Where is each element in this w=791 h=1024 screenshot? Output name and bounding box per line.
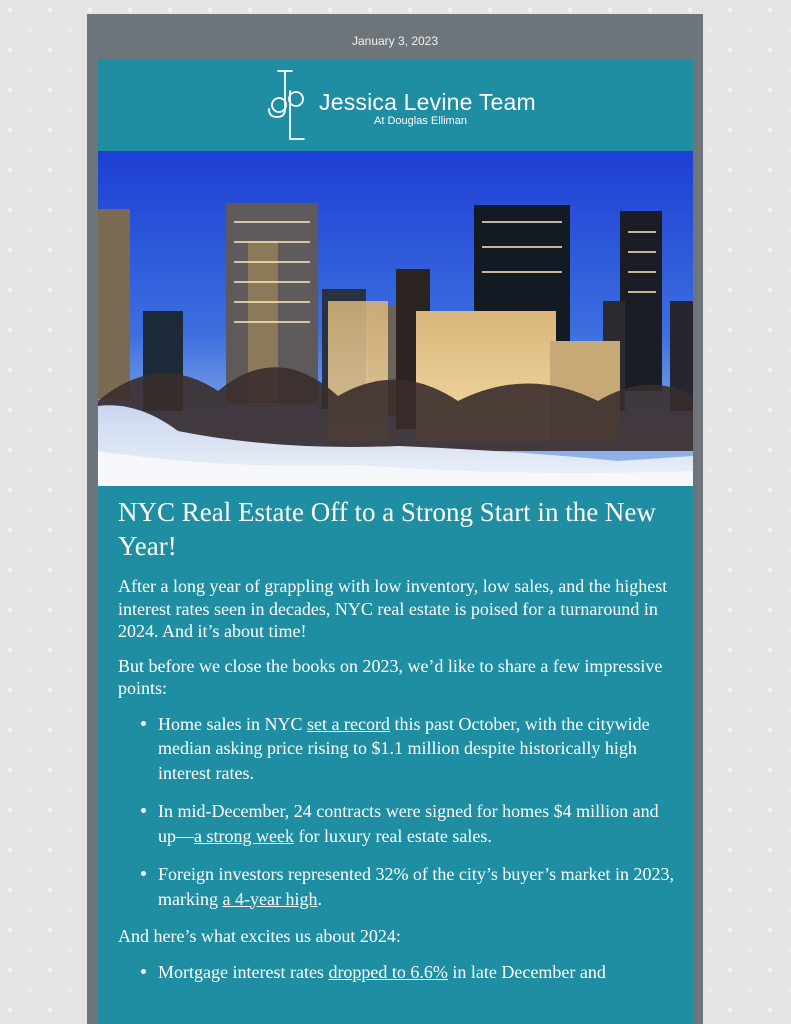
- list-item: Mortgage interest rates dropped to 6.6% in late December and: [158, 960, 678, 985]
- highlights-list: [118, 712, 678, 912]
- list-item: Home sales in NYC set a record this past October, with the citywide median asking price rising to $1.1 million despite historically high interest rates.: [158, 712, 678, 786]
- logo-bar[interactable]: [98, 59, 693, 151]
- nyc-skyline-image[interactable]: [98, 151, 693, 486]
- dropped-rate-link[interactable]: dropped to 6.6%: [328, 961, 448, 982]
- jl-monogram-icon: [264, 69, 306, 141]
- email-frame: [87, 14, 703, 1024]
- logo-subtitle: At Douglas Elliman: [374, 115, 467, 127]
- list-item: Foreign investors represented 32% of the city’s buyer’s market in 2023, marking a 4-year high.: [158, 862, 678, 911]
- set-a-record-link[interactable]: set a record: [306, 713, 390, 734]
- email-date: January 3, 2023: [351, 34, 439, 48]
- a-strong-week-link[interactable]: a strong week: [194, 825, 294, 846]
- email-content: [98, 59, 693, 1024]
- four-year-high-link[interactable]: a 4-year high: [222, 888, 318, 909]
- excites-paragraph: And here’s what excites us about 2024:: [118, 926, 401, 946]
- list-item: In mid-December, 24 contracts were signed for homes $4 million and up—a strong week for luxury real estate sales.: [158, 799, 678, 848]
- article-body: [118, 495, 678, 998]
- outlook-list: [118, 960, 678, 985]
- intro-paragraph: After a long year of grappling with low inventory, low sales, and the highest interest rates seen in decades, NYC real estate is poised for a turnaround in 2024. And it’s about time!: [118, 576, 668, 641]
- article-headline: NYC Real Estate Off to a Strong Start in the New Year!: [118, 497, 656, 561]
- lead-in-paragraph: But before we close the books on 2023, we’d like to share a few impressive points:: [118, 655, 663, 698]
- logo-name: Jessica Levine Team: [319, 89, 536, 115]
